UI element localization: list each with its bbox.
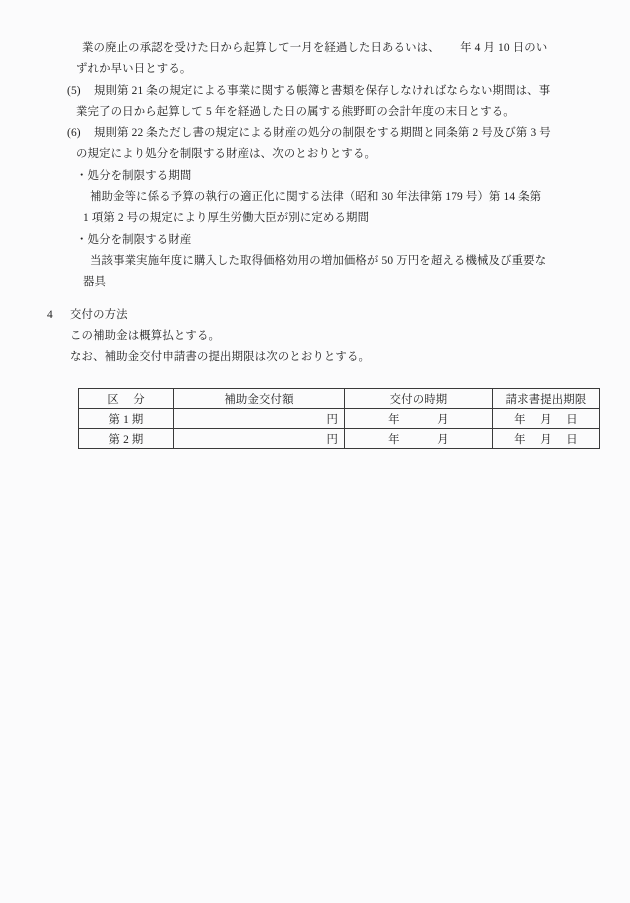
numbered-item-6: [0, 123, 630, 144]
table-cell-timing: 年 月: [345, 429, 493, 449]
table-cell-kubun: 第 1 期: [79, 409, 174, 429]
bullet-item-disposal-period-line-2: 1 項第 2 号の規定により厚生労働大臣が別に定める期間: [83, 212, 370, 225]
numbered-item-5-text: 規則第 21 条の規定による事業に関する帳簿と書類を保存しなければならない期間は、事: [94, 84, 551, 97]
table-header-amount: 補助金交付額: [174, 389, 345, 409]
bullet-item-restricted-property: ・処分を制限する財産: [76, 233, 192, 246]
section-4-line-2: なお、補助金交付申請書の提出期限は次のとおりとする。: [70, 351, 371, 364]
table-cell-invoice-deadline: 年 月 日: [493, 409, 600, 429]
section-4-title: 交付の方法: [70, 308, 128, 321]
payment-schedule-table-wrap: [78, 388, 600, 449]
bullet-item-restricted-property-line-2: 器具: [83, 276, 107, 289]
section-4-number: 4: [47, 308, 53, 321]
paragraph-continued-line-2: ずれか早い日とする。: [76, 63, 192, 76]
bullet-item-disposal-period: ・処分を制限する期間: [76, 169, 192, 182]
numbered-item-6-text: 規則第 22 条ただし書の規定による財産の処分の制限をする期間と同条第 2 号及び第 3 号: [94, 127, 551, 140]
table-row: [79, 429, 600, 449]
numbered-item-5: [0, 81, 630, 102]
payment-schedule-table: [78, 388, 600, 449]
section-4-heading: [0, 305, 630, 326]
numbered-item-6-line-2: の規定により処分を制限する財産は、次のとおりとする。: [76, 148, 377, 161]
table-header-kubun: 区 分: [79, 389, 174, 409]
document-body: [0, 38, 630, 368]
table-cell-invoice-deadline: 年 月 日: [493, 429, 600, 449]
table-row: [79, 409, 600, 429]
section-spacer: [0, 294, 630, 305]
section-4-line-1: この補助金は概算払とする。: [70, 329, 221, 342]
numbered-item-5-line-2: 業完了の日から起算して 5 年を経過した日の属する熊野町の会計年度の末日とする。: [76, 105, 515, 118]
bullet-item-disposal-period-line-1: 補助金等に係る予算の執行の適正化に関する法律（昭和 30 年法律第 179 号）第 14 条第: [90, 191, 542, 204]
table-cell-amount: 円: [174, 429, 345, 449]
numbered-item-5-marker: (5): [67, 84, 81, 97]
table-cell-amount: 円: [174, 409, 345, 429]
table-cell-kubun: 第 2 期: [79, 429, 174, 449]
numbered-item-6-marker: (6): [67, 127, 81, 140]
bullet-item-restricted-property-line-1: 当該事業実施年度に購入した取得価格効用の増加価格が 50 万円を超える機械及び重要な: [90, 254, 547, 267]
table-header-timing: 交付の時期: [345, 389, 493, 409]
table-header-invoice-deadline: 請求書提出期限: [493, 389, 600, 409]
table-header-row: [79, 389, 600, 409]
paragraph-continued-line-1: 業の廃止の承認を受けた日から起算して一月を経過した日あるいは、 年 4 月 10 日のい: [82, 42, 548, 54]
table-cell-timing: 年 月: [345, 409, 493, 429]
